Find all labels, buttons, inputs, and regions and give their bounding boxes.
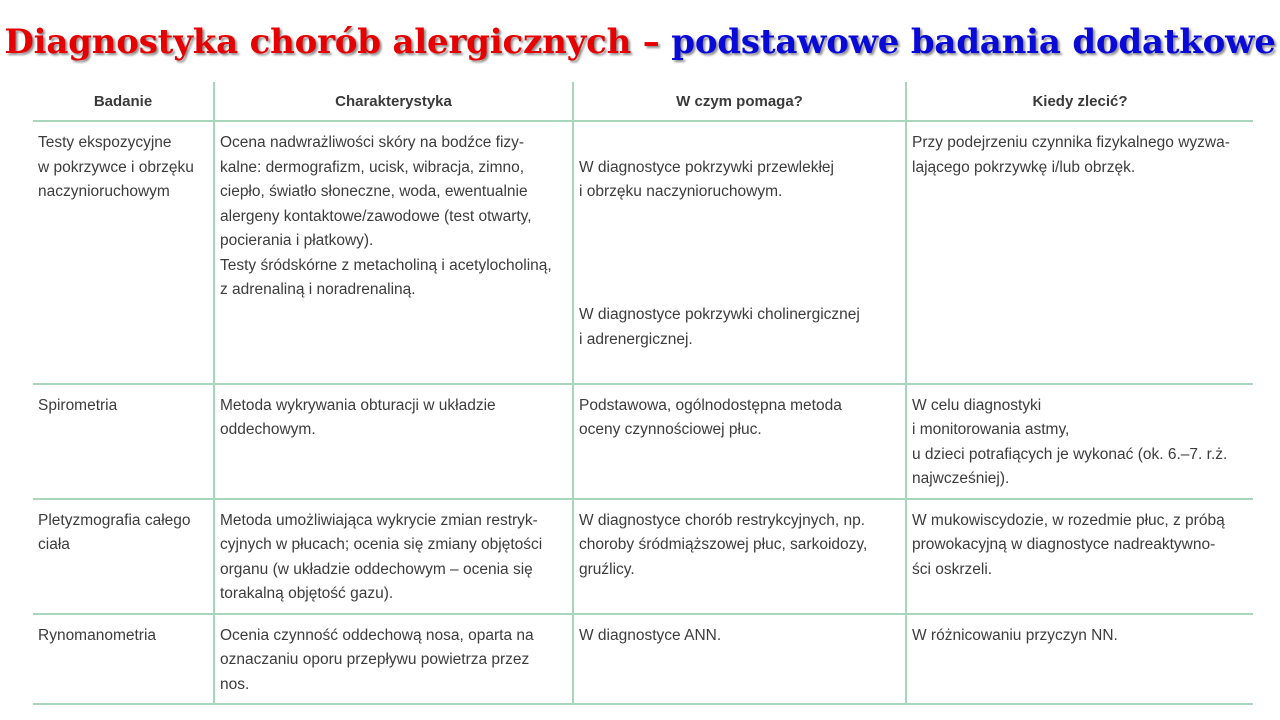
cell-badanie: Testy ekspozycyjne w pokrzywce i obrzęku naczynioruchowym [33,121,214,384]
header-w-czym-pomaga: W czym pomaga? [573,82,906,121]
cell-kiedy-zlecic: W różnicowaniu przyczyn NN. [906,614,1253,705]
table-header-row [33,82,1253,121]
cell-badanie: Spirometria [33,384,214,499]
cell-w-czym-pomaga [573,121,906,384]
cell-w-czym-pomaga: Podstawowa, ogólnodostępna metoda oceny czynnościowej płuc. [573,384,906,499]
header-charakterystyka: Charakterystyka [214,82,573,121]
cell-kiedy-zlecic: W mukowiscydozie, w rozedmie płuc, z próbą prowokacyjną w diagnostyce nadreaktywno- ści oskrzeli. [906,499,1253,614]
cell-w-czym-pomaga: W diagnostyce chorób restrykcyjnych, np. choroby śródmiąższowej płuc, sarkoidozy, gruźlicy. [573,499,906,614]
cell-w-czym-pomaga: W diagnostyce ANN. [573,614,906,705]
table-row [33,499,1253,614]
pomaga-text-2: W diagnostyce pokrzywki cholinergicznej i adrenergicznej. [579,306,860,348]
cell-charakterystyka: Ocena nadwrażliwości skóry na bodźce fizy- kalne: dermografizm, ucisk, wibracja, zimno, ciepło, światło słoneczne, woda, ewentualnie alergeny kontaktowe/zawodowe (test otwarty, pocierania i płatkowy). Testy śródskórne z metacholiną i acetylocholiną, z adrenaliną i noradrenaliną. [214,121,573,384]
diagnostics-table [33,82,1253,705]
cell-badanie: Pletyzmografia całego ciała [33,499,214,614]
cell-charakterystyka: Metoda umożliwiająca wykrycie zmian restryk- cyjnych w płucach; ocenia się zmiany objętości organu (w układzie oddechowym – ocenia się torakalną objętość gazu). [214,499,573,614]
cell-charakterystyka: Ocenia czynność oddechową nosa, oparta na oznaczaniu oporu przepływu powietrza przez nos. [214,614,573,705]
cell-kiedy-zlecic: W celu diagnostyki i monitorowania astmy, u dzieci potrafiących je wykonać (ok. 6.–7. r.ż. najwcześniej). [906,384,1253,499]
header-kiedy-zlecic: Kiedy zlecić? [906,82,1253,121]
cell-charakterystyka: Metoda wykrywania obturacji w układzie oddechowym. [214,384,573,499]
header-badanie: Badanie [33,82,214,121]
table-row [33,121,1253,384]
table-row [33,614,1253,705]
title-part-blue: podstawowe badania dodatkowe [671,22,1276,62]
cell-kiedy-zlecic: Przy podejrzeniu czynnika fizykalnego wyzwa- lającego pokrzywkę i/lub obrzęk. [906,121,1253,384]
cell-badanie: Rynomanometria [33,614,214,705]
title-part-red: Diagnostyka chorób alergicznych – [4,22,660,62]
table-row [33,384,1253,499]
pomaga-text-1: W diagnostyce pokrzywki przewlekłej i obrzęku naczynioruchowym. [579,158,834,200]
slide-title [0,19,1280,65]
